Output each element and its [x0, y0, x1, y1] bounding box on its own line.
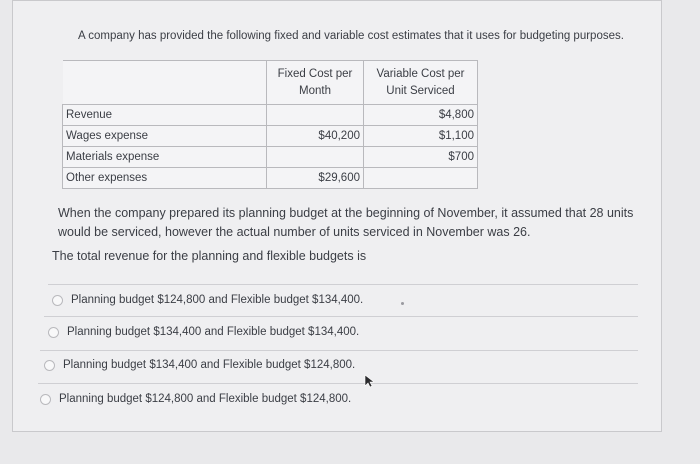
divider	[40, 350, 638, 351]
answer-option-2[interactable]	[48, 326, 359, 338]
option-label: Planning budget $134,400 and Flexible budget $134,400.	[67, 326, 360, 338]
cost-table	[62, 60, 478, 189]
option-label: Planning budget $134,400 and Flexible budget $124,800.	[63, 359, 356, 371]
divider	[38, 383, 638, 384]
table-header-row	[63, 61, 478, 105]
table-row	[63, 147, 478, 168]
fixed-cost-value: $40,200	[267, 126, 364, 147]
row-label: Materials expense	[63, 147, 267, 168]
answer-option-4[interactable]	[40, 393, 351, 405]
variable-cost-value: $4,800	[364, 105, 478, 126]
header-blank-cell	[63, 61, 267, 105]
variable-cost-value: $1,100	[364, 126, 478, 147]
row-label: Other expenses	[63, 168, 267, 189]
variable-cost-value: $700	[364, 147, 478, 168]
row-label: Wages expense	[63, 126, 267, 147]
answer-option-1[interactable]	[52, 294, 363, 306]
fixed-cost-value	[267, 147, 364, 168]
question-text: The total revenue for the planning and flexible budgets is	[52, 249, 367, 263]
radio-button[interactable]	[40, 394, 51, 405]
variable-cost-value	[364, 168, 478, 189]
option-label: Planning budget $124,800 and Flexible budget $124,800.	[59, 393, 352, 405]
radio-button[interactable]	[48, 327, 59, 338]
option-label: Planning budget $124,800 and Flexible budget $134,400.	[71, 294, 364, 306]
fixed-cost-value: $29,600	[267, 168, 364, 189]
radio-button[interactable]	[44, 360, 55, 371]
table-row	[63, 168, 478, 189]
stray-dot	[401, 302, 404, 305]
divider	[44, 316, 638, 317]
table-row	[63, 126, 478, 147]
fixed-cost-value	[267, 105, 364, 126]
scenario-text: When the company prepared its planning budget at the beginning of November, it assumed that 28 units would be serviced, however the actual number of units serviced in November was 26.	[58, 206, 634, 239]
mouse-cursor-icon	[364, 374, 374, 388]
intro-text: A company has provided the following fixed and variable cost estimates that it uses for budgeting purposes.	[78, 30, 624, 42]
radio-button[interactable]	[52, 295, 63, 306]
divider	[48, 284, 638, 285]
header-fixed-cost: Fixed Cost per Month	[267, 61, 364, 105]
header-variable-cost: Variable Cost per Unit Serviced	[364, 61, 478, 105]
row-label: Revenue	[63, 105, 267, 126]
answer-option-3[interactable]	[44, 359, 355, 371]
table-row	[63, 105, 478, 126]
